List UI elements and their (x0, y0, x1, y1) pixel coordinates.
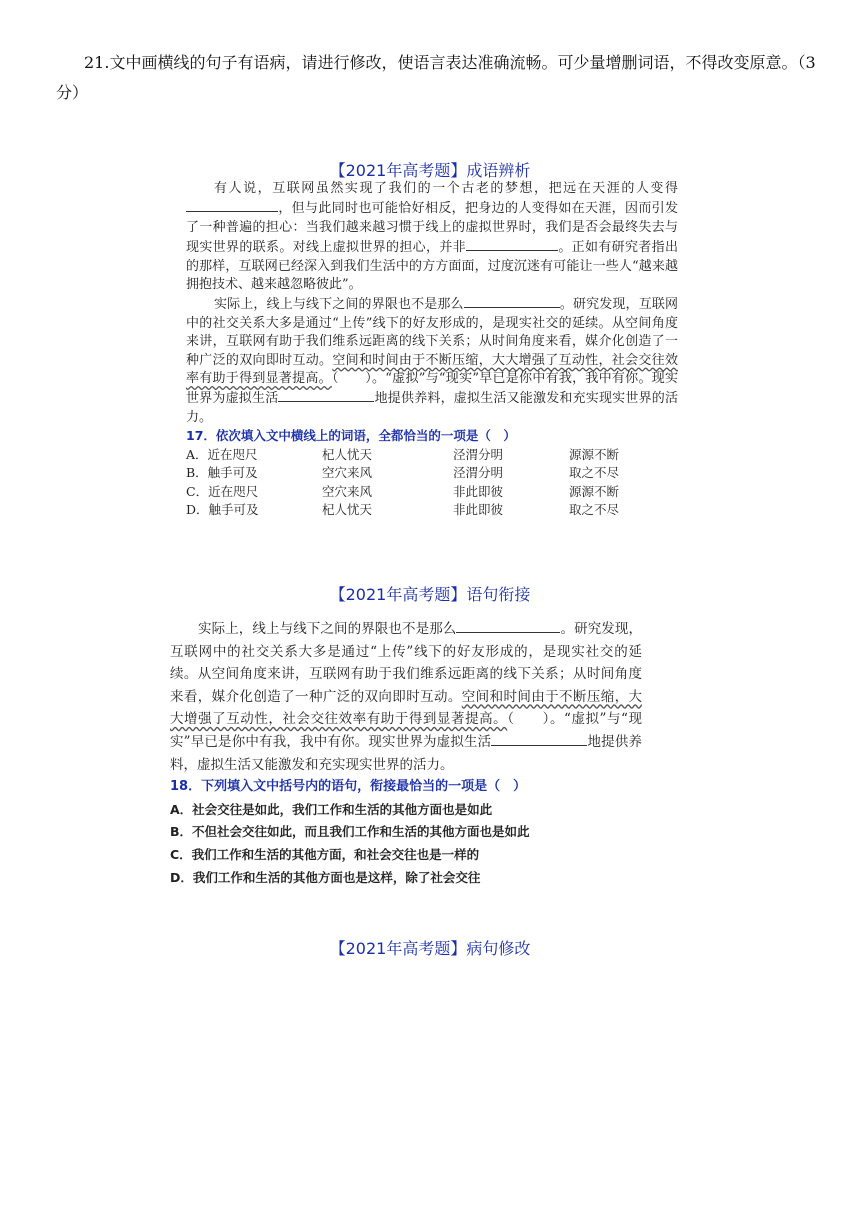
option-row (186, 501, 619, 519)
option-row (186, 483, 619, 501)
section-heading-cohesion: 【2021年高考题】语句衔接 (329, 585, 531, 604)
option-cell: 杞人忧天 (322, 501, 373, 517)
option-cell: A．近在咫尺 (186, 446, 258, 462)
question-21: 21.文中画横线的句子有语病，请进行修改，使语言表达准确流畅。可少量增删词语，不得改变原意。（3分） (56, 53, 816, 102)
passage-paragraph: 实际上，线上与线下之间的界限也不是那么 。研究发现，互联网中的社交关系大多是通过“上传”线下的好友形成的，是现实社交的延续。从空间角度来讲，互联网有助于我们维系远距离的线下关系；从时间角度来看，媒介化创造了一种广泛的双向即时互动。空间和时间由于不断压缩，大大增强了互动性，社会交往效率有助于得到显著提高。（ ）。“虚拟”与“现实”早已是你中有我，我中有你。现实世界为虚拟生活 地提供养料，虚拟生活又能激发和充实现实世界的活力。 (186, 294, 678, 427)
question-17: 17．依次填入文中横线上的词语，全都恰当的一项是（ ） (186, 428, 516, 444)
option-cell: 杞人忧天 (322, 446, 373, 462)
option-cell: 源源不断 (569, 483, 620, 499)
options-table (186, 446, 619, 520)
option-cell: B．触手可及 (186, 465, 258, 481)
passage-cohesion (170, 618, 642, 889)
option-cell: 泾渭分明 (453, 465, 504, 481)
choice-item: A．社会交往是如此，我们工作和生活的其他方面也是如此 (170, 801, 493, 817)
wavy-underlined-sentence: 空间和时间由于不断压缩，大大增强了互动性，社会交往效率有助于得到显著提高。 (186, 352, 678, 387)
option-cell: 非此即彼 (453, 483, 504, 499)
answer-blank (456, 619, 560, 634)
choice-item: B．不但社会交往如此，而且我们工作和生活的其他方面也是如此 (170, 824, 530, 840)
passage-paragraph: 有人说，互联网虽然实现了我们的一个古老的梦想，把远在天涯的人变得，但与此同时也可能恰好相反，把身边的人变得如在天涯，因而引发了一种普遍的担心：当我们越来越习惯于线上的虚拟世界时，我们是否会最终失去与现实世界的联系。对线上虚拟世界的担心，并非 。正如有研究者指出的那样，互联网已经深入到我们生活中的方方面面，过度沉迷有可能让一些人“越来越拥抱技术、越来越忽略彼此”。 (186, 181, 678, 293)
option-cell: 取之不尽 (569, 501, 620, 517)
question-18: 18．下列填入文中括号内的语句，衔接最恰当的一项是（ ） (170, 779, 527, 795)
option-cell: D．触手可及 (186, 501, 259, 517)
option-row (186, 464, 619, 482)
answer-blank (464, 294, 560, 308)
option-cell: 泾渭分明 (453, 446, 504, 462)
answer-blank (186, 198, 278, 212)
option-cell: 非此即彼 (453, 501, 504, 517)
choices-list (170, 799, 642, 889)
answer-blank (278, 388, 374, 402)
option-cell: 空穴来风 (322, 483, 373, 499)
section-heading-sentence-correction: 【2021年高考题】病句修改 (329, 939, 531, 958)
option-cell: 空穴来风 (322, 465, 373, 481)
passage-idiom (186, 180, 678, 519)
wavy-underlined-sentence: 空间和时间由于不断压缩，大大增强了互动性，社会交往效率有助于得到显著提高。 (170, 688, 643, 728)
section-heading-idiom: 【2021年高考题】成语辨析 (329, 161, 531, 180)
answer-blank (491, 731, 587, 746)
option-cell: 取之不尽 (569, 465, 620, 481)
choice-item: D．我们工作和生活的其他方面也是这样，除了社会交往 (170, 869, 481, 885)
option-row (186, 446, 619, 464)
choice-item: C．我们工作和生活的其他方面，和社会交往也是一样的 (170, 846, 480, 862)
passage-paragraph: 实际上，线上与线下之间的界限也不是那么 。研究发现，互联网中的社交关系大多是通过“上传”线下的好友形成的，是现实社交的延续。从空间角度来讲，互联网有助于我们维系远距离的线下关系；从时间角度来看，媒介化创造了一种广泛的双向即时互动。空间和时间由于不断压缩，大大增强了互动性，社会交往效率有助于得到显著提高。（ ）。“虚拟”与“现实”早已是你中有我，我中有你。现实世界为虚拟生活 地提供养料，虚拟生活又能激发和充实现实世界的活力。 (170, 618, 642, 776)
answer-blank (466, 237, 558, 251)
option-cell: C．近在咫尺 (186, 483, 259, 499)
option-cell: 源源不断 (569, 446, 620, 462)
